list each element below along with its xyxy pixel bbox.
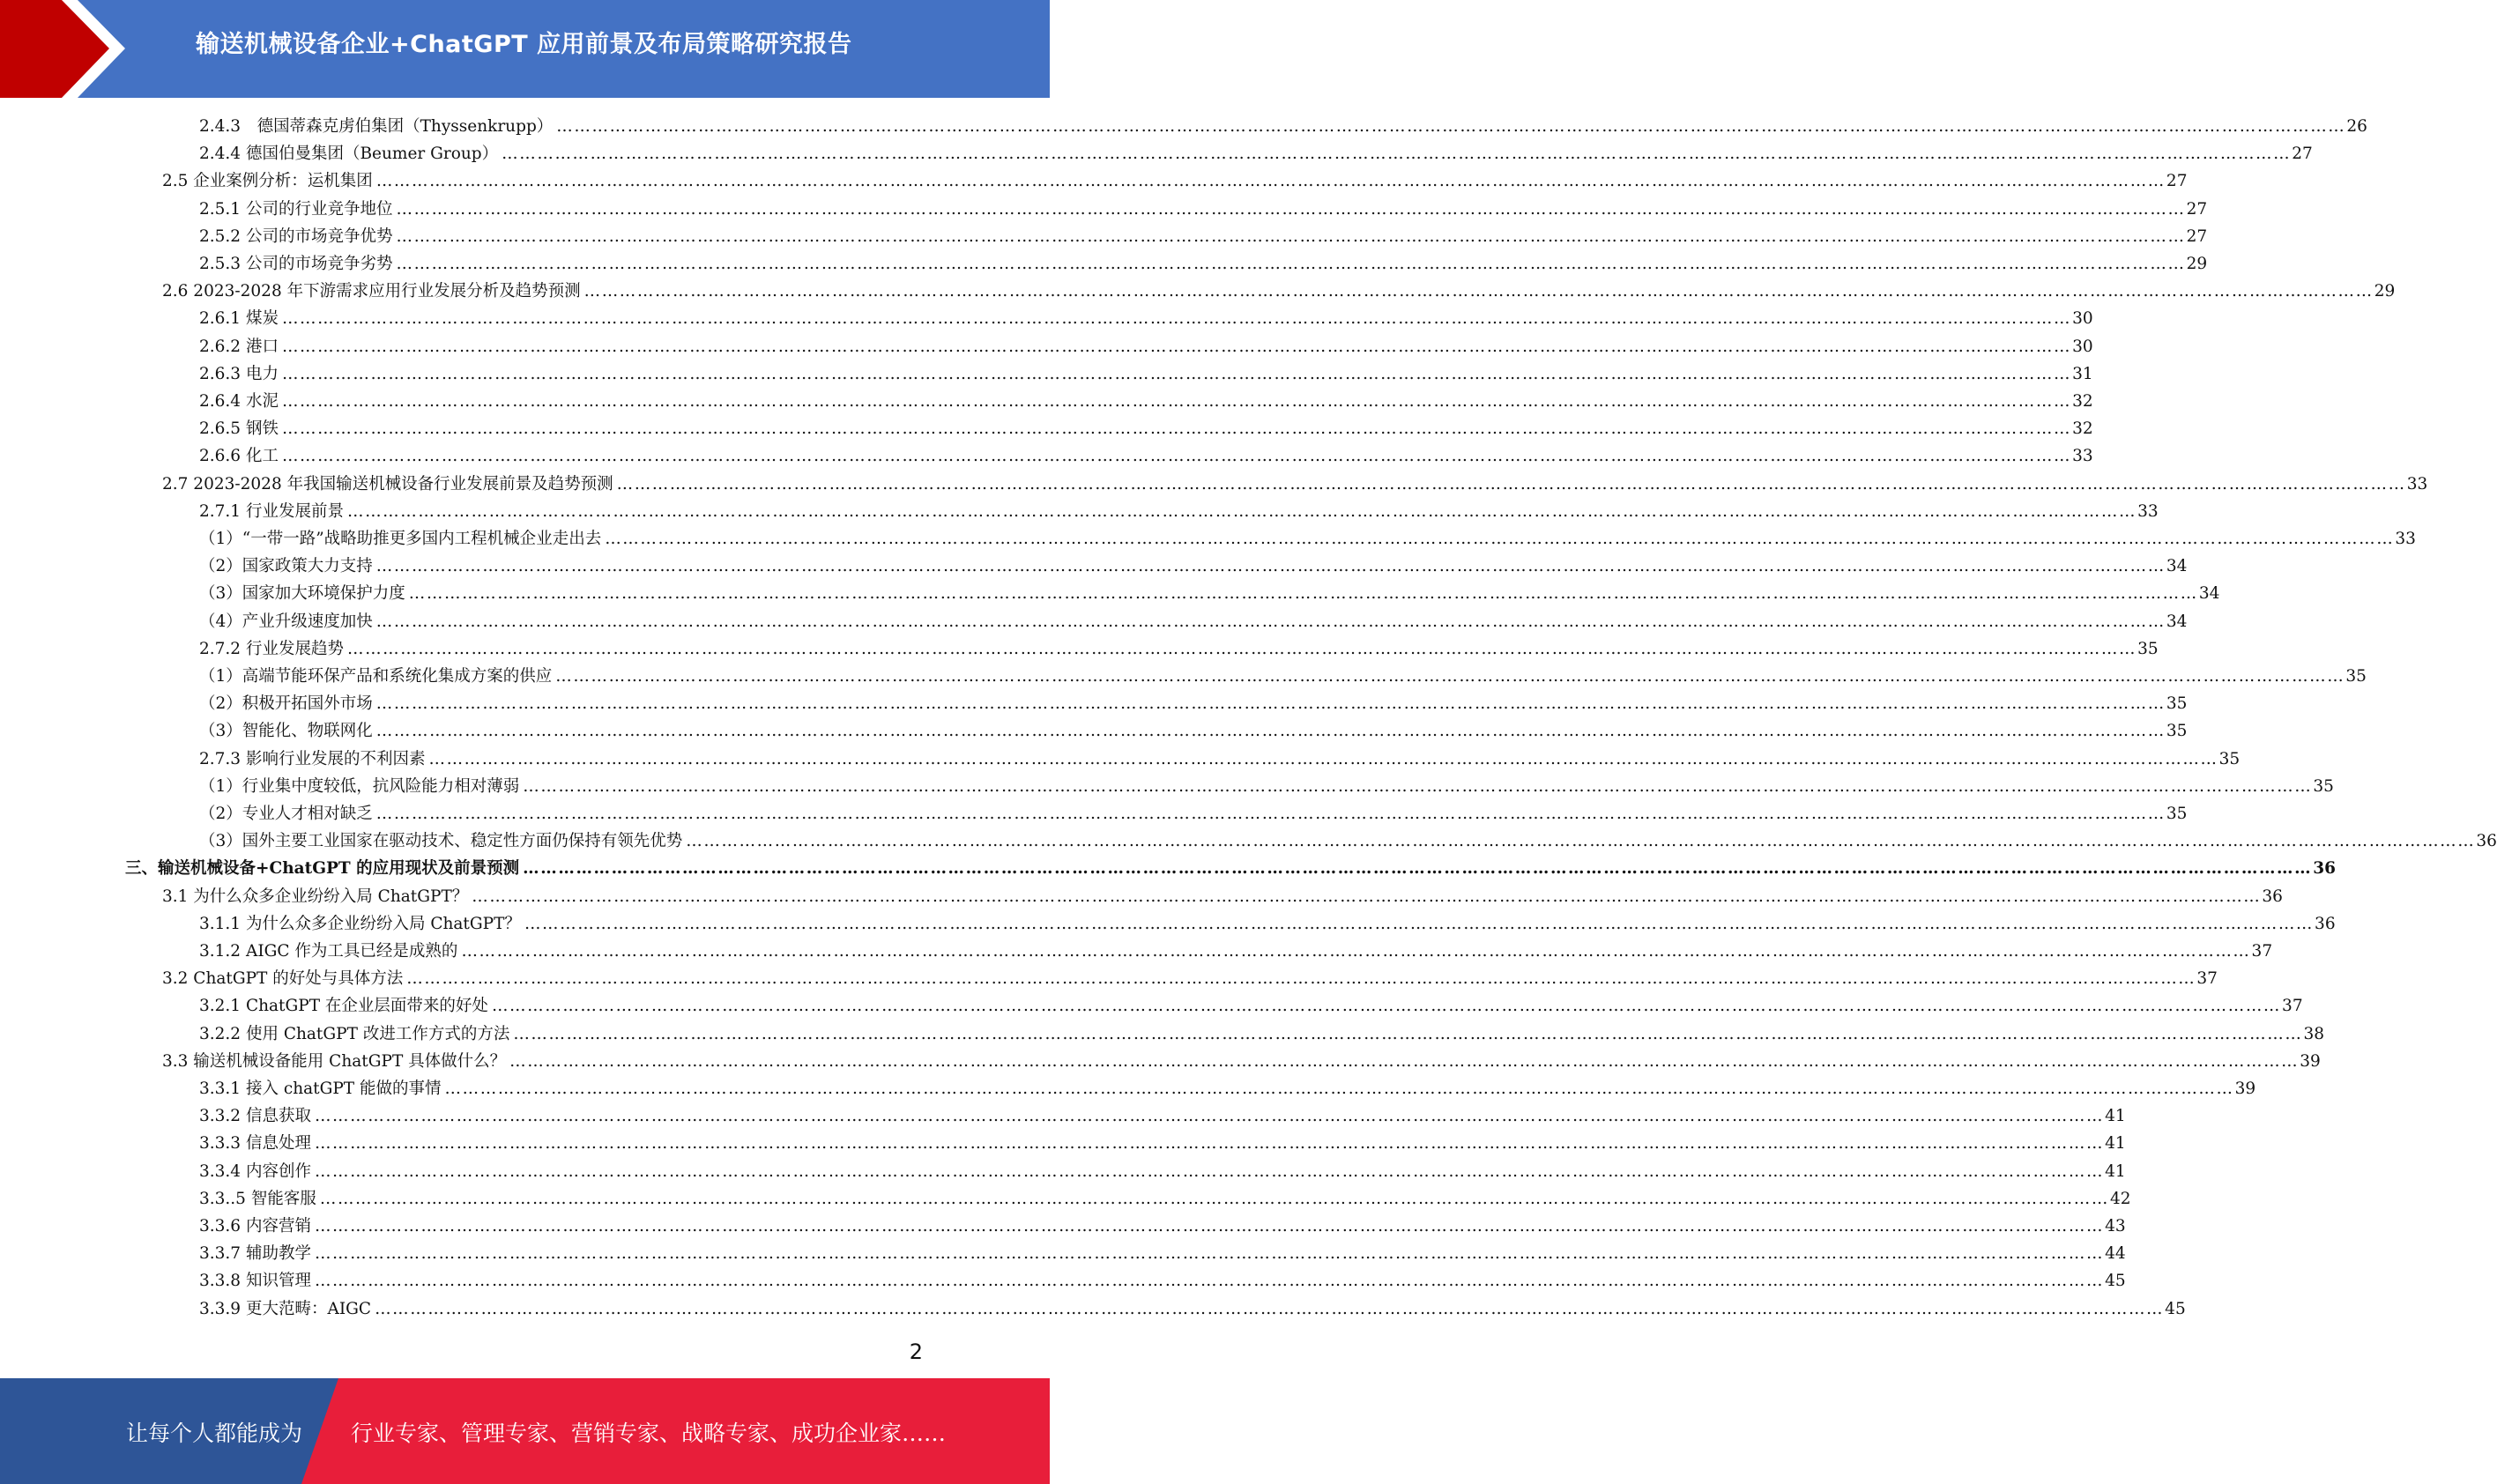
toc-entry-page: 30 xyxy=(2072,337,2093,356)
toc-leader-dots: …………………………………………………………………………………………………………………………………………………………………………………………………………………………………………………………………………… xyxy=(281,364,2072,383)
toc-entry[interactable] xyxy=(199,333,2093,360)
toc-leader-dots: …………………………………………………………………………………………………………………………………………………………………………………………………………………………………………………………………………… xyxy=(686,832,2476,851)
toc-entry-label: 3.1 为什么众多企业纷纷入局 ChatGPT？ xyxy=(162,887,469,906)
toc-entry-page: 27 xyxy=(2186,226,2208,246)
toc-leader-dots: …………………………………………………………………………………………………………………………………………………………………………………………………………………………………………………………………………… xyxy=(491,997,2282,1016)
toc-entry[interactable] xyxy=(199,360,2093,388)
toc-entry[interactable] xyxy=(162,471,2428,498)
toc-entry[interactable] xyxy=(199,415,2093,442)
toc-entry-label: 2.5.2 公司的市场竞争优势 xyxy=(199,226,393,246)
toc-entry[interactable] xyxy=(162,278,2396,305)
toc-leader-dots: …………………………………………………………………………………………………………………………………………………………………………………………………………………………………………………………………………… xyxy=(314,1107,2105,1126)
toc-entry[interactable] xyxy=(199,690,2188,717)
toc-entry-page: 45 xyxy=(2165,1299,2186,1318)
toc-entry-page: 39 xyxy=(2234,1080,2256,1098)
toc-entry-page: 29 xyxy=(2186,255,2208,273)
toc-entry-page: 34 xyxy=(2166,612,2188,631)
toc-entry[interactable] xyxy=(199,305,2093,332)
toc-entry-page: 30 xyxy=(2072,309,2093,329)
toc-entry-page: 37 xyxy=(2282,997,2303,1016)
toc-entry[interactable] xyxy=(199,498,2159,525)
page-number: 2 xyxy=(909,1339,923,1364)
toc-entry[interactable] xyxy=(199,525,2416,553)
toc-entry-page: 34 xyxy=(2166,557,2188,576)
toc-leader-dots: …………………………………………………………………………………………………………………………………………………………………………………………………………………………………………………………………………… xyxy=(616,474,2406,493)
toc-entry-label: 2.7 2023-2028 年我国输送机械设备行业发展前景及趋势预测 xyxy=(162,474,613,493)
toc-entry[interactable] xyxy=(199,1240,2126,1267)
toc-entry-page: 35 xyxy=(2166,694,2188,714)
toc-leader-dots: …………………………………………………………………………………………………………………………………………………………………………………………………………………………………………………………………………… xyxy=(472,887,2262,906)
toc-entry-page: 44 xyxy=(2105,1244,2126,1264)
toc-entry-label: （3）智能化、物联网化 xyxy=(199,722,373,741)
toc-entry-page: 35 xyxy=(2137,639,2159,658)
toc-entry-label: （2）积极开拓国外市场 xyxy=(199,694,373,714)
toc-entry[interactable] xyxy=(199,196,2208,223)
toc-leader-dots: …………………………………………………………………………………………………………………………………………………………………………………………………………………………………………………………………………… xyxy=(428,749,2218,768)
toc-entry[interactable] xyxy=(199,442,2093,470)
toc-entry-label: 3.2 ChatGPT 的好处与具体方法 xyxy=(162,969,404,989)
toc-entry-page: 36 xyxy=(2315,914,2336,933)
header-arrow-decoration xyxy=(0,0,141,98)
toc-entry-page: 33 xyxy=(2406,474,2428,493)
toc-entry-label: （2）专业人才相对缺乏 xyxy=(199,805,373,823)
toc-entry-label: 3.3.1 接入 chatGPT 能做的事情 xyxy=(199,1080,442,1098)
report-header xyxy=(0,0,1050,98)
toc-entry-label: 2.7.1 行业发展前景 xyxy=(199,501,344,521)
toc-entry-label: （1）行业集中度较低，抗风险能力相对薄弱 xyxy=(199,776,520,796)
toc-leader-dots: …………………………………………………………………………………………………………………………………………………………………………………………………………………………………………………………………………… xyxy=(281,309,2072,329)
toc-leader-dots: …………………………………………………………………………………………………………………………………………………………………………………………………………………………………………………………………………… xyxy=(314,1161,2105,1181)
toc-entry-label: 3.3.9 更大范畴：AIGC xyxy=(199,1299,372,1318)
toc-entry-label: 2.7.2 行业发展趋势 xyxy=(199,639,344,658)
toc-leader-dots: …………………………………………………………………………………………………………………………………………………………………………………………………………………………………………………………………………… xyxy=(502,145,2292,164)
toc-entry[interactable] xyxy=(162,965,2218,992)
toc-entry-label: 2.6.6 化工 xyxy=(199,447,279,466)
toc-leader-dots: …………………………………………………………………………………………………………………………………………………………………………………………………………………………………………………………………………… xyxy=(375,557,2166,576)
toc-entry-page: 31 xyxy=(2072,364,2093,383)
toc-leader-dots: …………………………………………………………………………………………………………………………………………………………………………………………………………………………………………………………………………… xyxy=(375,805,2166,823)
toc-entry-page: 36 xyxy=(2313,859,2336,879)
toc-entry-label: 2.6.1 煤炭 xyxy=(199,309,279,329)
toc-leader-dots: …………………………………………………………………………………………………………………………………………………………………………………………………………………………………………………………………………… xyxy=(524,914,2315,933)
toc-entry[interactable] xyxy=(199,580,2220,607)
toc-entry-label: 三、输送机械设备+ChatGPT 的应用现状及前景预测 xyxy=(125,859,520,879)
toc-entry-label: 3.3..5 智能客服 xyxy=(199,1189,316,1208)
toc-leader-dots: …………………………………………………………………………………………………………………………………………………………………………………………………………………………………………………………………………… xyxy=(444,1080,2234,1098)
toc-leader-dots: …………………………………………………………………………………………………………………………………………………………………………………………………………………………………………………………………………… xyxy=(314,1134,2105,1154)
toc-entry-page: 42 xyxy=(2109,1189,2131,1208)
toc-leader-dots: …………………………………………………………………………………………………………………………………………………………………………………………………………………………………………………………………………… xyxy=(523,776,2313,796)
toc-entry-page: 34 xyxy=(2198,584,2220,604)
toc-leader-dots: …………………………………………………………………………………………………………………………………………………………………………………………………………………………………………………………………………… xyxy=(396,199,2186,219)
toc-entry[interactable] xyxy=(199,938,2273,965)
toc-leader-dots: …………………………………………………………………………………………………………………………………………………………………………………………………………………………………………………………………………… xyxy=(513,1024,2303,1043)
footer-slogan-right: 行业专家、管理专家、营销专家、战略专家、成功企业家…… xyxy=(351,1421,947,1446)
toc-entry[interactable] xyxy=(162,167,2188,195)
toc-entry[interactable] xyxy=(199,717,2188,745)
toc-leader-dots: …………………………………………………………………………………………………………………………………………………………………………………………………………………………………………………………………………… xyxy=(396,226,2186,246)
toc-entry-page: 38 xyxy=(2303,1024,2324,1043)
toc-entry[interactable] xyxy=(199,1213,2126,1240)
toc-entry-page: 37 xyxy=(2196,969,2218,989)
toc-leader-dots: …………………………………………………………………………………………………………………………………………………………………………………………………………………………………………………………………………… xyxy=(396,255,2186,273)
toc-entry-label: （1）高端节能环保产品和系统化集成方案的供应 xyxy=(199,667,553,686)
toc-entry-page: 35 xyxy=(2313,776,2334,796)
toc-entry-page: 33 xyxy=(2072,447,2093,466)
toc-leader-dots: …………………………………………………………………………………………………………………………………………………………………………………………………………………………………………………………………………… xyxy=(583,282,2374,301)
toc-entry[interactable] xyxy=(199,800,2188,827)
toc-leader-dots: …………………………………………………………………………………………………………………………………………………………………………………………………………………………………………………………………………… xyxy=(406,969,2196,989)
toc-entry-label: 3.3.4 内容创作 xyxy=(199,1161,311,1181)
toc-entry-page: 36 xyxy=(2476,832,2497,851)
toc-leader-dots: …………………………………………………………………………………………………………………………………………………………………………………………………………………………………………………………………………… xyxy=(375,612,2166,631)
toc-entry[interactable] xyxy=(199,223,2208,250)
toc-entry-label: 3.2.2 使用 ChatGPT 改进工作方式的方法 xyxy=(199,1024,510,1043)
toc-entry[interactable] xyxy=(199,388,2093,415)
footer-slogan-left: 让每个人都能成为 xyxy=(126,1421,303,1446)
report-title: 输送机械设备企业+ChatGPT 应用前景及布局策略研究报告 xyxy=(196,31,852,58)
toc-entry-page: 36 xyxy=(2262,887,2283,906)
toc-leader-dots: …………………………………………………………………………………………………………………………………………………………………………………………………………………………………………………………………………… xyxy=(281,447,2072,466)
toc-leader-dots: …………………………………………………………………………………………………………………………………………………………………………………………………………………………………………………………………………… xyxy=(346,501,2137,521)
toc-entry-page: 41 xyxy=(2105,1134,2126,1154)
toc-entry[interactable] xyxy=(199,746,2241,773)
toc-entry-page: 35 xyxy=(2166,722,2188,741)
toc-entry-page: 32 xyxy=(2072,419,2093,439)
toc-leader-dots: …………………………………………………………………………………………………………………………………………………………………………………………………………………………………………………………………………… xyxy=(314,1217,2105,1235)
toc-entry-label: 2.6 2023-2028 年下游需求应用行业发展分析及趋势预测 xyxy=(162,282,581,301)
toc-leader-dots: …………………………………………………………………………………………………………………………………………………………………………………………………………………………………………………………………………… xyxy=(281,392,2072,411)
toc-entry[interactable] xyxy=(199,553,2188,580)
toc-entry-label: 2.5.1 公司的行业竞争地位 xyxy=(199,199,393,219)
toc-entry[interactable] xyxy=(199,910,2336,938)
toc-entry-label: 3.3.8 知识管理 xyxy=(199,1272,311,1291)
toc-entry-label: 2.4.3 德国蒂森克虏伯集团（Thyssenkrupp） xyxy=(199,117,554,136)
toc-leader-dots: …………………………………………………………………………………………………………………………………………………………………………………………………………………………………………………………………………… xyxy=(408,584,2198,604)
toc-entry-label: （4）产业升级速度加快 xyxy=(199,612,373,631)
toc-entry-page: 32 xyxy=(2072,392,2093,411)
toc-leader-dots: …………………………………………………………………………………………………………………………………………………………………………………………………………………………………………………………………………… xyxy=(556,117,2346,136)
toc-entry-page: 41 xyxy=(2105,1161,2126,1181)
toc-entry-page: 35 xyxy=(2218,749,2241,768)
toc-entry-label: 2.4.4 德国伯曼集团（Beumer Group） xyxy=(199,145,499,164)
toc-entry[interactable] xyxy=(199,827,2497,855)
toc-entry-page: 35 xyxy=(2166,805,2188,823)
toc-leader-dots: …………………………………………………………………………………………………………………………………………………………………………………………………………………………………………………………………………… xyxy=(461,942,2251,961)
toc-entry-label: 2.6.4 水泥 xyxy=(199,392,279,411)
toc-entry[interactable] xyxy=(199,635,2159,663)
toc-leader-dots: …………………………………………………………………………………………………………………………………………………………………………………………………………………………………………………………………………… xyxy=(509,1051,2300,1071)
toc-entry-label: 3.3.2 信息获取 xyxy=(199,1107,311,1126)
toc-entry-page: 27 xyxy=(2186,199,2208,219)
toc-leader-dots: …………………………………………………………………………………………………………………………………………………………………………………………………………………………………………………………………………… xyxy=(319,1189,2109,1208)
toc-leader-dots: …………………………………………………………………………………………………………………………………………………………………………………………………………………………………………………………………………… xyxy=(375,172,2166,191)
toc-entry-label: 2.6.3 电力 xyxy=(199,364,279,383)
toc-entry-label: 3.3.6 内容营销 xyxy=(199,1217,311,1235)
toc-leader-dots: …………………………………………………………………………………………………………………………………………………………………………………………………………………………………………………………………………… xyxy=(281,419,2072,439)
toc-entry-label: 3.3.3 信息处理 xyxy=(199,1134,311,1154)
toc-entry[interactable] xyxy=(199,663,2367,690)
toc-entry[interactable] xyxy=(199,1130,2126,1157)
toc-leader-dots: …………………………………………………………………………………………………………………………………………………………………………………………………………………………………………………………………………… xyxy=(375,694,2166,714)
toc-entry-page: 37 xyxy=(2251,942,2273,961)
toc-entry[interactable] xyxy=(162,883,2283,910)
slogan-footer xyxy=(0,1378,1050,1484)
toc-leader-dots: …………………………………………………………………………………………………………………………………………………………………………………………………………………………………………………………………………… xyxy=(314,1244,2105,1264)
toc-entry-label: 3.3 输送机械设备能用 ChatGPT 具体做什么？ xyxy=(162,1051,507,1071)
toc-leader-dots: …………………………………………………………………………………………………………………………………………………………………………………………………………………………………………………………………………… xyxy=(605,530,2395,548)
toc-entry-page: 35 xyxy=(2345,667,2367,686)
toc-entry[interactable] xyxy=(199,1185,2131,1213)
toc-entry-page: 33 xyxy=(2395,530,2416,548)
toc-leader-dots: …………………………………………………………………………………………………………………………………………………………………………………………………………………………………………………………………………… xyxy=(555,667,2345,686)
toc-entry-label: 3.3.7 辅助教学 xyxy=(199,1244,311,1264)
toc-leader-dots: …………………………………………………………………………………………………………………………………………………………………………………………………………………………………………………………………………… xyxy=(281,337,2072,356)
toc-entry-label: （3）国外主要工业国家在驱动技术、稳定性方面仍保持有领先优势 xyxy=(199,832,683,851)
toc-entry[interactable] xyxy=(162,1048,2321,1075)
toc-entry[interactable] xyxy=(199,1020,2324,1048)
toc-leader-dots: …………………………………………………………………………………………………………………………………………………………………………………………………………………………………………………………………………… xyxy=(375,722,2166,741)
toc-entry-label: 2.5.3 公司的市场竞争劣势 xyxy=(199,255,393,273)
toc-entry[interactable] xyxy=(199,140,2313,167)
toc-entry-page: 45 xyxy=(2105,1272,2126,1291)
toc-entry[interactable] xyxy=(199,1295,2186,1323)
toc-leader-dots: …………………………………………………………………………………………………………………………………………………………………………………………………………………………………………………………………………… xyxy=(346,639,2137,658)
toc-entry[interactable] xyxy=(199,773,2334,800)
toc-entry-label: （3）国家加大环境保护力度 xyxy=(199,584,405,604)
toc-entry[interactable] xyxy=(199,1102,2126,1130)
toc-entry-page: 26 xyxy=(2346,117,2367,136)
toc-entry-page: 43 xyxy=(2105,1217,2126,1235)
toc-entry-label: 2.6.2 港口 xyxy=(199,337,279,356)
toc-entry[interactable] xyxy=(199,992,2303,1020)
toc-entry[interactable] xyxy=(199,250,2208,278)
toc-entry[interactable] xyxy=(125,855,2336,882)
toc-entry[interactable] xyxy=(199,1267,2126,1295)
toc-entry-label: 3.1.1 为什么众多企业纷纷入局 ChatGPT？ xyxy=(199,914,521,933)
toc-entry-page: 33 xyxy=(2137,501,2159,521)
toc-entry-page: 41 xyxy=(2105,1107,2126,1126)
toc-entry-page: 29 xyxy=(2374,282,2396,301)
toc-entry-label: 2.6.5 钢铁 xyxy=(199,419,279,439)
toc-leader-dots: …………………………………………………………………………………………………………………………………………………………………………………………………………………………………………………………………………… xyxy=(375,1299,2165,1318)
toc-entry-label: 2.7.3 影响行业发展的不利因素 xyxy=(199,749,426,768)
toc-entry-label: （2）国家政策大力支持 xyxy=(199,557,373,576)
toc-entry-page: 27 xyxy=(2166,172,2188,191)
toc-entry-label: 3.2.1 ChatGPT 在企业层面带来的好处 xyxy=(199,997,488,1016)
toc-entry-label: 3.1.2 AIGC 作为工具已经是成熟的 xyxy=(199,942,458,961)
toc-leader-dots: …………………………………………………………………………………………………………………………………………………………………………………………………………………………………………………………………………… xyxy=(314,1272,2105,1291)
toc-entry-label: 2.5 企业案例分析：运机集团 xyxy=(162,172,373,191)
toc-entry-label: （1）“一带一路”战略助推更多国内工程机械企业走出去 xyxy=(199,530,602,548)
toc-leader-dots: …………………………………………………………………………………………………………………………………………………………………………………………………………………………………………………………………………… xyxy=(523,859,2313,879)
toc-entry-page: 39 xyxy=(2300,1051,2321,1071)
toc-entry[interactable] xyxy=(199,113,2367,140)
toc-entry-page: 27 xyxy=(2292,145,2313,164)
toc-entry[interactable] xyxy=(199,1158,2126,1185)
toc-entry[interactable] xyxy=(199,608,2188,635)
toc-entry[interactable] xyxy=(199,1075,2256,1102)
